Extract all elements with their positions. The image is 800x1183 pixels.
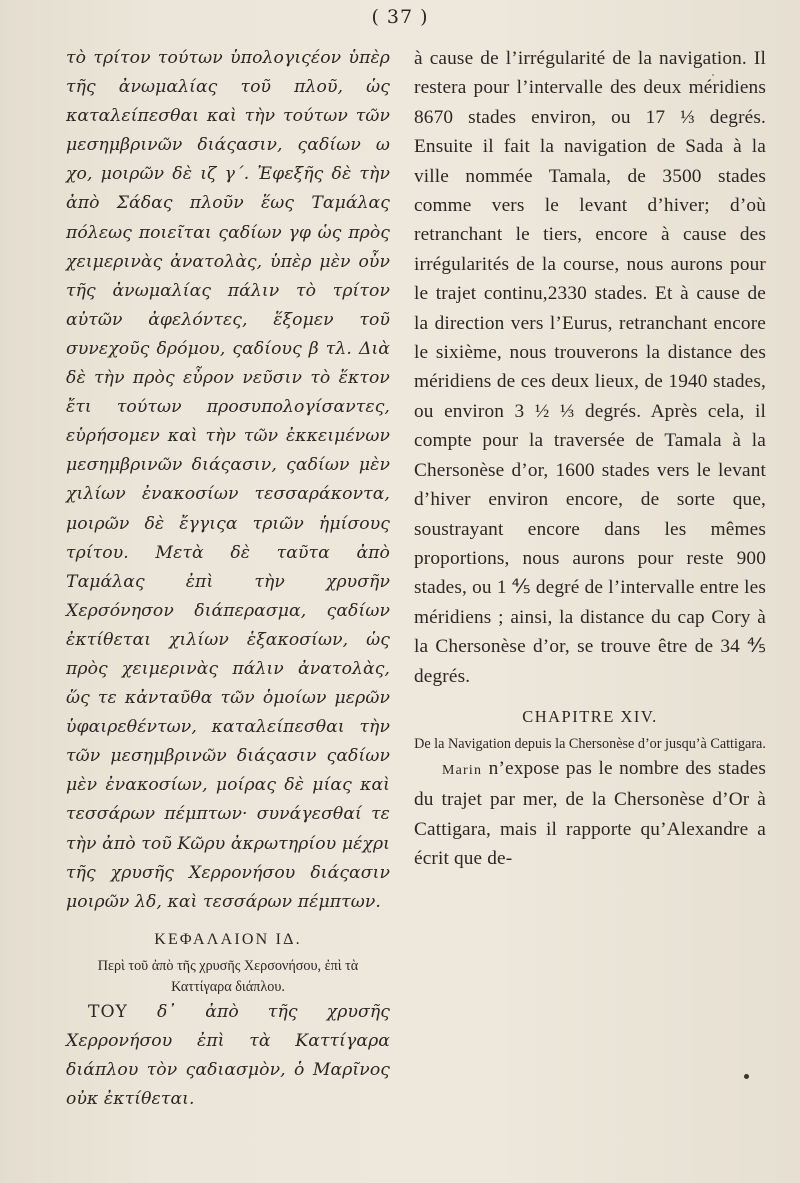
french-column <box>414 44 766 874</box>
greek-column <box>66 44 390 1114</box>
greek-paragraph-2-lead: ΤΟΥ <box>88 1001 128 1022</box>
page-number: ( 37 ) <box>371 6 429 28</box>
french-chapter-heading: CHAPITRE XIV. <box>522 706 658 726</box>
greek-chapter-heading: ΚΕΦΑΛΑΙΟΝ ΙΔ. <box>154 930 302 948</box>
greek-paragraph-1: τὸ τρίτον τούτων ὑπολογιςέον ὑπὲρ τῆς ἀνωμαλίας τοῦ πλοῦ, ὡς καταλείπεσθαι καὶ τὴν τούτων τῶν μεσημβρινῶν διάςασιν, ςαδίων ω χο, μοιρῶν δὲ ιζ γ΄. Ἐφεξῆς δὲ τὴν ἀπὸ Σάδας πλοῦν ἕως Ταμάλας πόλεως ποιεῖται ςαδίων γφ ὡς πρὸς χειμερινὰς ἀνατολὰς, ὑπὲρ μὲν οὖν τῆς ἀνωμαλίας πάλιν τὸ τρίτον αὐτῶν ἀφελόντες, ἕξομεν τοῦ συνεχοῦς δρόμου, ςαδίους β τλ. Διὰ δὲ τὴν πρὸς εὖρον νεῦσιν τὸ ἕκτον ἔτι τούτων προσυπολογίσαντες, εὑρήσομεν καὶ τὴν τῶν ἐκκειμένων μεσημβρινῶν διάςασιν, ςαδίων μὲν χιλίων ἐνακοσίων τεσσαράκοντα, μοιρῶν δὲ ἔγγιςα τριῶν ἡμίσους τρίτου. Μετὰ δὲ ταῦτα ἀπὸ Ταμάλας ἐπὶ τὴν χρυσῆν Χερσόνησον διάπερασμα, ςαδίων ἐκτίθεται χιλίων ἑξακοσίων, ὡς πρὸς χειμερινὰς πάλιν ἀνατολὰς, ὥς τε κἀνταῦθα τῶν ὁμοίων μερῶν ὑφαιρεθέντων, καταλείπεσθαι τὴν τῶν μεσημβρινῶν διάςασιν ςαδίων μὲν ἐνακοσίων, μοίρας δὲ μίας καὶ τεσσάρων πέμπτων· συνάγεσθαί τε τὴν ἀπὸ τοῦ Κῶρυ ἀκρωτηρίου μέχρι τῆς χρυσῆς Χερρονήσου διάςασιν μοιρῶν λδ, καὶ τεσσάρων πέμπτων. <box>66 48 390 912</box>
french-paragraph-1: à cause de l’irrégularité de la navigation. Il restera pour l’intervalle des deux méridiens 8670 stades environ, ou 17 ⅓ degrés. Ensuite il fait la navigation de Sada à la ville nommée Tamala, de 3500 stades comme vers le levant d’hiver; d’où retranchant le tiers, encore à cause des irrégularités de la course, nous aurons pour le trajet continu,2330 stades. Et à cause de la direction vers l’Eurus, retranchant encore le sixième, nous trouverons la distance des méridiens de ces deux lieux, de 1940 stades, ou environ 3 ½ ⅓ degrés. Après cela, il compte pour la traversée de Tamala à la Chersonèse d’or, 1600 stades vers le levant d’hiver environ encore, de sorte que, soustrayant encore dans les mêmes proportions, nous aurons pour reste 900 stades, ou 1 ⅘ degré de l’intervalle entre les méridiens ; ainsi, la distance du cap Cory à la Chersonèse d’or, se trouve être de 34 ⅘ degrés. <box>414 48 766 687</box>
greek-chapter-subtitle: Περὶ τοῦ ἀπὸ τῆς χρυσῆς Χερσονήσου, ἐπὶ τὰ Καττίγαρα διάπλου. <box>97 957 359 995</box>
french-paragraph-2 <box>414 754 766 874</box>
french-paragraph-2-body: n’expose pas le nombre des stades du trajet par mer, de la Chersonèse d’Or à Cattigara, mais il rapporte qu’Alexandre a écrit que de- <box>414 757 766 870</box>
ink-speck <box>744 1074 749 1079</box>
greek-paragraph-2-body: δ᾽ ἀπὸ τῆς χρυσῆς Χερρονήσου ἐπὶ τὰ Καττίγαρα διάπλου τὸν ςαδιασμὸν, ὁ Μαρῖνος οὐκ ἐκτίθεται. <box>66 1001 390 1110</box>
greek-paragraph-2 <box>66 998 390 1114</box>
french-chapter-subtitle: De la Navigation depuis la Chersonèse d’or jusqu’à Cattigara. <box>414 735 766 752</box>
ink-speck <box>712 74 714 76</box>
french-paragraph-2-lead: Marin <box>442 762 483 778</box>
